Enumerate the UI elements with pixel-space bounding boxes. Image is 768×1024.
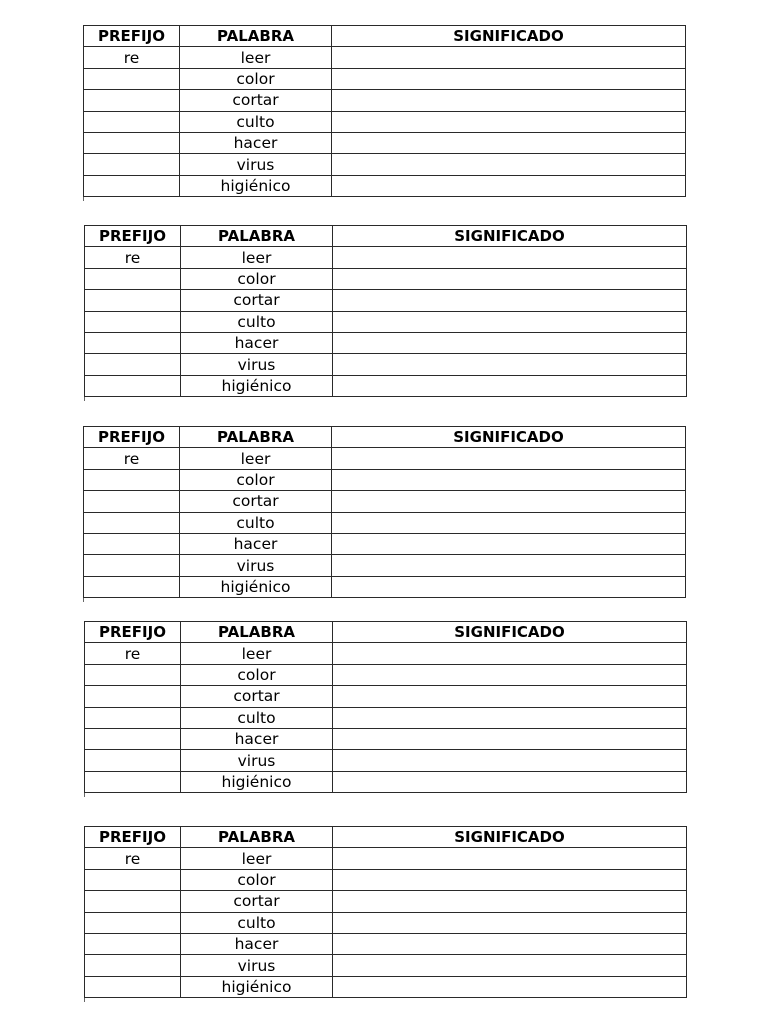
prefix-worksheet-table [84, 826, 687, 998]
prefijo-cell [84, 533, 180, 554]
palabra-cell: hacer [181, 933, 333, 954]
prefix-worksheet-table [83, 25, 686, 197]
prefijo-cell [85, 955, 181, 976]
prefijo-cell [85, 976, 181, 997]
prefix-worksheet-table [83, 426, 686, 598]
palabra-header: PALABRA [180, 26, 332, 47]
table-row [85, 664, 687, 685]
table-row [85, 354, 687, 375]
palabra-cell: culto [181, 311, 333, 332]
prefijo-header: PREFIJO [85, 226, 181, 247]
significado-cell[interactable] [333, 912, 687, 933]
prefijo-cell [85, 311, 181, 332]
corner-mark [84, 793, 85, 797]
palabra-cell: virus [181, 955, 333, 976]
table-row [85, 332, 687, 353]
table-row [85, 912, 687, 933]
prefijo-cell: re [85, 643, 181, 664]
significado-cell[interactable] [333, 247, 687, 268]
significado-cell[interactable] [332, 47, 686, 68]
prefijo-header: PREFIJO [85, 827, 181, 848]
palabra-cell: higiénico [180, 576, 332, 597]
significado-cell[interactable] [332, 448, 686, 469]
palabra-cell: virus [181, 354, 333, 375]
significado-cell[interactable] [333, 933, 687, 954]
prefijo-cell [85, 728, 181, 749]
header-row [85, 827, 687, 848]
corner-mark [83, 197, 84, 201]
palabra-cell: cortar [181, 891, 333, 912]
prefijo-cell: re [84, 47, 180, 68]
table-row [84, 90, 686, 111]
palabra-cell: leer [180, 47, 332, 68]
palabra-cell: hacer [180, 533, 332, 554]
significado-cell[interactable] [332, 491, 686, 512]
significado-cell[interactable] [333, 354, 687, 375]
palabra-cell: cortar [181, 290, 333, 311]
table-row [85, 933, 687, 954]
palabra-cell: cortar [180, 491, 332, 512]
corner-mark [84, 397, 85, 401]
palabra-header: PALABRA [181, 226, 333, 247]
table-row [85, 707, 687, 728]
significado-cell[interactable] [333, 664, 687, 685]
significado-cell[interactable] [333, 955, 687, 976]
palabra-cell: color [180, 469, 332, 490]
table-row [84, 448, 686, 469]
palabra-cell: virus [180, 154, 332, 175]
prefijo-cell [85, 290, 181, 311]
significado-cell[interactable] [333, 891, 687, 912]
significado-cell[interactable] [332, 533, 686, 554]
palabra-cell: hacer [181, 728, 333, 749]
prefijo-cell [85, 912, 181, 933]
prefijo-cell [85, 664, 181, 685]
palabra-cell: color [181, 869, 333, 890]
table-row [85, 375, 687, 396]
palabra-cell: culto [181, 707, 333, 728]
prefijo-cell [85, 332, 181, 353]
significado-cell[interactable] [333, 976, 687, 997]
table-row [84, 491, 686, 512]
table-row [85, 311, 687, 332]
palabra-cell: higiénico [180, 175, 332, 196]
palabra-header: PALABRA [181, 622, 333, 643]
palabra-cell: hacer [180, 132, 332, 153]
palabra-cell: culto [180, 111, 332, 132]
prefijo-cell [84, 111, 180, 132]
table-row [85, 976, 687, 997]
corner-mark [84, 998, 85, 1002]
significado-cell[interactable] [333, 728, 687, 749]
significado-cell[interactable] [332, 154, 686, 175]
palabra-cell: cortar [181, 686, 333, 707]
significado-cell[interactable] [333, 268, 687, 289]
header-row [84, 427, 686, 448]
prefix-worksheet-table [84, 621, 687, 793]
header-row [85, 226, 687, 247]
table-row [85, 686, 687, 707]
palabra-header: PALABRA [181, 827, 333, 848]
significado-header: SIGNIFICADO [333, 226, 687, 247]
palabra-cell: leer [181, 643, 333, 664]
significado-cell[interactable] [333, 750, 687, 771]
table-row [85, 247, 687, 268]
prefijo-cell [84, 175, 180, 196]
significado-header: SIGNIFICADO [333, 827, 687, 848]
significado-cell[interactable] [332, 512, 686, 533]
table-row [84, 555, 686, 576]
palabra-cell: color [181, 664, 333, 685]
prefijo-header: PREFIJO [85, 622, 181, 643]
prefijo-cell [84, 469, 180, 490]
prefijo-cell [85, 686, 181, 707]
significado-header: SIGNIFICADO [332, 427, 686, 448]
prefijo-cell [85, 354, 181, 375]
corner-mark [83, 598, 84, 602]
table-row [84, 469, 686, 490]
palabra-cell: culto [181, 912, 333, 933]
significado-cell[interactable] [333, 332, 687, 353]
significado-cell[interactable] [333, 311, 687, 332]
significado-cell[interactable] [332, 111, 686, 132]
table-row [85, 771, 687, 792]
table-row [84, 154, 686, 175]
table-row [84, 68, 686, 89]
prefijo-cell [85, 933, 181, 954]
table-row [85, 869, 687, 890]
table-row [85, 750, 687, 771]
prefix-worksheet-table [84, 225, 687, 397]
palabra-cell: leer [181, 848, 333, 869]
palabra-cell: cortar [180, 90, 332, 111]
prefijo-header: PREFIJO [84, 427, 180, 448]
significado-cell[interactable] [333, 375, 687, 396]
prefijo-cell [85, 891, 181, 912]
table-row [84, 512, 686, 533]
prefijo-header: PREFIJO [84, 26, 180, 47]
table-row [85, 728, 687, 749]
significado-cell[interactable] [332, 68, 686, 89]
significado-cell[interactable] [333, 707, 687, 728]
significado-cell[interactable] [332, 469, 686, 490]
table-row [84, 47, 686, 68]
table-row [84, 175, 686, 196]
palabra-cell: leer [181, 247, 333, 268]
table-row [85, 955, 687, 976]
significado-cell[interactable] [332, 576, 686, 597]
significado-cell[interactable] [333, 771, 687, 792]
prefijo-cell [85, 707, 181, 728]
prefijo-cell [84, 576, 180, 597]
palabra-cell: higiénico [181, 771, 333, 792]
prefijo-cell: re [85, 247, 181, 268]
palabra-cell: higiénico [181, 976, 333, 997]
prefijo-cell [84, 512, 180, 533]
prefijo-cell [84, 491, 180, 512]
palabra-cell: culto [180, 512, 332, 533]
significado-cell[interactable] [332, 132, 686, 153]
prefijo-cell [85, 375, 181, 396]
prefijo-cell: re [85, 848, 181, 869]
prefijo-cell [84, 154, 180, 175]
palabra-cell: leer [180, 448, 332, 469]
prefijo-cell [84, 555, 180, 576]
prefijo-cell: re [84, 448, 180, 469]
palabra-cell: color [180, 68, 332, 89]
prefijo-cell [84, 90, 180, 111]
palabra-cell: hacer [181, 332, 333, 353]
table-row [85, 290, 687, 311]
prefijo-cell [85, 268, 181, 289]
significado-cell[interactable] [333, 290, 687, 311]
prefijo-cell [85, 771, 181, 792]
palabra-cell: color [181, 268, 333, 289]
table-row [84, 576, 686, 597]
table-row [85, 848, 687, 869]
header-row [85, 622, 687, 643]
palabra-cell: virus [180, 555, 332, 576]
table-row [85, 643, 687, 664]
significado-cell[interactable] [333, 869, 687, 890]
prefijo-cell [85, 750, 181, 771]
significado-header: SIGNIFICADO [333, 622, 687, 643]
header-row [84, 26, 686, 47]
significado-cell[interactable] [333, 643, 687, 664]
prefijo-cell [84, 68, 180, 89]
significado-cell[interactable] [333, 848, 687, 869]
significado-cell[interactable] [333, 686, 687, 707]
significado-header: SIGNIFICADO [332, 26, 686, 47]
significado-cell[interactable] [332, 90, 686, 111]
prefijo-cell [84, 132, 180, 153]
table-row [84, 132, 686, 153]
palabra-cell: virus [181, 750, 333, 771]
table-row [84, 111, 686, 132]
palabra-cell: higiénico [181, 375, 333, 396]
table-row [84, 533, 686, 554]
significado-cell[interactable] [332, 555, 686, 576]
prefijo-cell [85, 869, 181, 890]
palabra-header: PALABRA [180, 427, 332, 448]
table-row [85, 891, 687, 912]
table-row [85, 268, 687, 289]
significado-cell[interactable] [332, 175, 686, 196]
